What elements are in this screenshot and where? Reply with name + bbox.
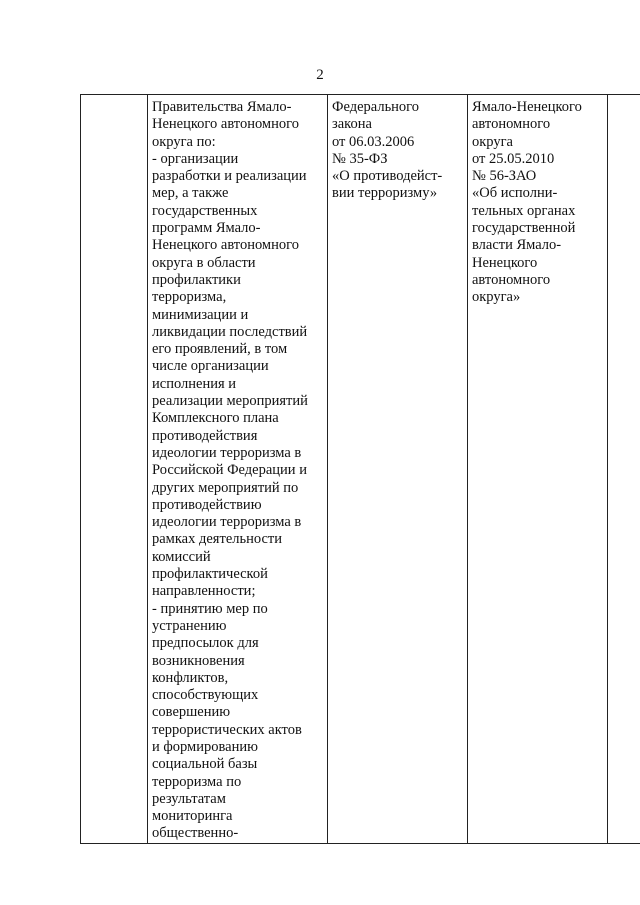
text-line: государственных <box>152 202 258 219</box>
text-line: направленности; <box>152 583 256 600</box>
text-line: терроризма, <box>152 289 227 306</box>
regional-law-reference <box>472 99 604 307</box>
text-line: от 06.03.2006 <box>332 133 415 150</box>
text-line: террористических актов <box>152 721 302 738</box>
text-line: способствующих <box>152 687 259 704</box>
text-line: минимизации и <box>152 306 249 323</box>
text-line: идеологии терроризма в <box>152 514 302 531</box>
text-line: терроризма по <box>152 773 242 790</box>
text-line: мониторинга <box>152 808 233 825</box>
text-line: от 25.05.2010 <box>472 150 555 167</box>
text-line: идеологии терроризма в <box>152 444 302 461</box>
empty-right-cell <box>608 95 640 844</box>
text-line: исполнения и <box>152 375 237 392</box>
text-line: тельных органах <box>472 202 576 219</box>
text-line: социальной базы <box>152 756 258 773</box>
federal-law-cell <box>328 95 468 844</box>
text-line: № 56-ЗАО <box>472 168 537 185</box>
text-line: № 35-ФЗ <box>332 150 388 167</box>
text-line: совершению <box>152 704 231 721</box>
text-line: Ненецкого <box>472 254 538 271</box>
text-line: округа <box>472 133 513 150</box>
text-line: Ямало-Ненецкого <box>472 99 582 115</box>
text-line: разработки и реализации <box>152 168 307 185</box>
text-line: вии терроризму» <box>332 185 438 202</box>
text-line: его проявлений, в том <box>152 341 288 358</box>
text-line: устранению <box>152 617 227 634</box>
text-line: других мероприятий по <box>152 479 299 496</box>
text-line: «Об исполни- <box>472 185 558 202</box>
text-line: предпосылок для <box>152 635 259 652</box>
table-row <box>81 95 640 844</box>
text-line: государственной <box>472 220 576 237</box>
regional-law-cell <box>468 95 608 844</box>
text-line: комиссий <box>152 548 211 565</box>
text-line: автономного <box>472 271 551 288</box>
text-line: - принятию мер по <box>152 600 268 617</box>
text-line: реализации мероприятий <box>152 393 308 410</box>
text-line: округа в области <box>152 254 256 271</box>
text-line: закона <box>332 116 372 133</box>
text-line: ликвидации последствий <box>152 323 308 340</box>
text-line: - организации <box>152 150 239 167</box>
text-line: Правительства Ямало- <box>152 99 292 115</box>
text-line: конфликтов, <box>152 669 229 686</box>
text-line: Ненецкого автономного <box>152 116 299 133</box>
document-table <box>80 94 640 844</box>
text-line: Федерального <box>332 99 420 115</box>
text-line: мер, а также <box>152 185 229 202</box>
text-line: власти Ямало- <box>472 237 562 254</box>
text-line: профилактики <box>152 271 241 288</box>
text-line: округа по: <box>152 133 216 150</box>
text-line: и формированию <box>152 738 258 755</box>
text-line: общественно- <box>152 825 239 842</box>
text-line: «О противодейст- <box>332 168 443 185</box>
text-line: рамках деятельности <box>152 531 283 548</box>
text-line: противодействия <box>152 427 258 444</box>
text-line: возникновения <box>152 652 245 669</box>
text-line: Комплексного плана <box>152 410 279 427</box>
empty-left-cell <box>81 95 148 844</box>
text-line: числе организации <box>152 358 269 375</box>
page-number: 2 <box>316 67 324 83</box>
body-text-cell <box>148 95 328 844</box>
text-line: противодействию <box>152 496 262 513</box>
text-line: профилактической <box>152 566 268 583</box>
text-line: Ненецкого автономного <box>152 237 299 254</box>
text-line: программ Ямало- <box>152 220 261 237</box>
body-text <box>152 99 324 843</box>
text-line: результатам <box>152 790 226 807</box>
text-line: автономного <box>472 116 551 133</box>
text-line: округа» <box>472 289 521 306</box>
text-line: Российской Федерации и <box>152 462 307 479</box>
federal-law-reference <box>332 99 464 203</box>
